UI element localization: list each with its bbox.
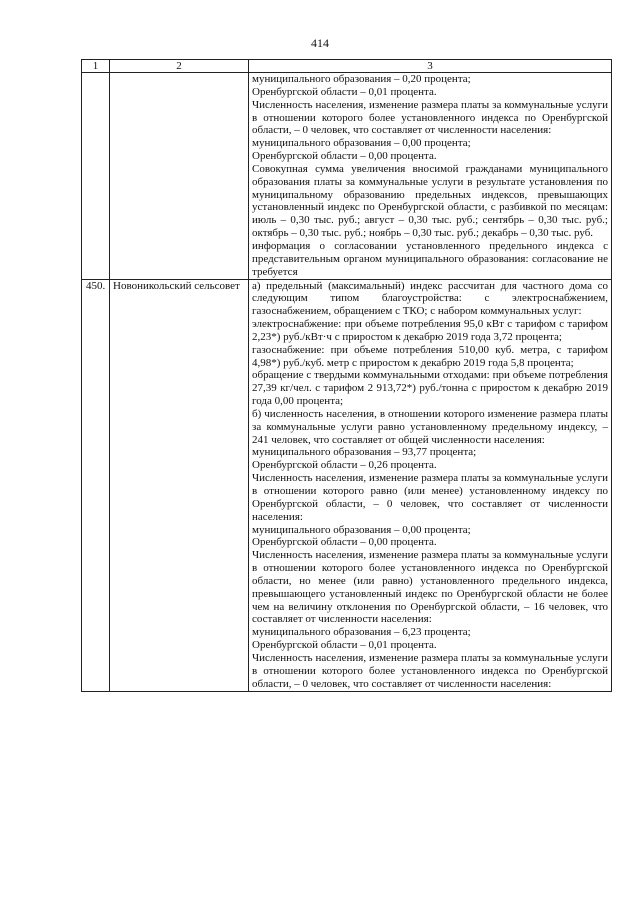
detail-line: электроснабжение: при объеме потребления 95,0 кВт с тарифом с тарифом 2,23*) руб./кВт·ч с приростом к декабрю 2019 года 3,72 процента; bbox=[252, 318, 608, 343]
detail-line: Численность населения, изменение размера платы за коммунальные услуги в отношении которого более установленного индекса по Оренбургской области, – 0 человек, что составляет от численности населения: bbox=[252, 98, 608, 137]
column-header-3: 3 bbox=[249, 60, 612, 73]
cell-details bbox=[249, 73, 612, 280]
page-number: 414 bbox=[311, 36, 329, 50]
detail-line: муниципального образования – 0,20 процента; bbox=[252, 73, 471, 85]
detail-line: а) предельный (максимальный) индекс рассчитан для частного дома со следующим типом благоустройства: с электроснабжением, газоснабжением, обращением с ТКО; с набором коммунальных услуг: bbox=[252, 279, 608, 318]
detail-line: муниципального образования – 0,00 процента; bbox=[252, 523, 471, 536]
municipality-name: Новоникольский сельсовет bbox=[110, 279, 249, 691]
detail-line: Оренбургской области – 0,01 процента. bbox=[252, 85, 437, 98]
cell-name-empty bbox=[110, 73, 249, 280]
table-row-450 bbox=[82, 279, 612, 691]
detail-line: Совокупная сумма увеличения вносимой гражданами муниципального образования платы за коммунальные услуги в результате установления по муниципальному образованию предельных индексов, превышающих установленный индекс по Оренбургской области, с разбивкой по месяцам: июль – 0,30 тыс. руб.; август – 0,30 тыс. руб.; сентябрь – 0,30 тыс. руб.; октябрь – 0,30 тыс. руб.; ноябрь – 0,30 тыс. руб.; декабрь – 0,30 тыс. руб. bbox=[252, 162, 608, 240]
detail-line: Оренбургской области – 0,00 процента. bbox=[252, 150, 437, 163]
table-header-row bbox=[82, 60, 612, 73]
cell-number-empty bbox=[82, 73, 110, 280]
detail-line: Оренбургской области – 0,26 процента. bbox=[252, 459, 437, 472]
column-header-2: 2 bbox=[110, 60, 249, 73]
detail-line: муниципального образования – 6,23 процента; bbox=[252, 626, 471, 639]
detail-line: Численность населения, изменение размера платы за коммунальные услуги в отношении которого более установленного индекса по Оренбургской области, но менее (или равно) установленного предельного индекса, превышающего установленный индекс по Оренбургской области не более чем на величину отклонения по Оренбургской области, – 16 человек, что составляет от численности населения: bbox=[252, 549, 608, 626]
detail-line: муниципального образования – 0,00 процента; bbox=[252, 137, 471, 150]
column-header-1: 1 bbox=[82, 60, 110, 73]
detail-line: обращение с твердыми коммунальными отходами: при объеме потребления 27,39 кг/чел. с тарифом 2 913,72*) руб./тонна с приростом к декабрю 2019 года 0,00 процента; bbox=[252, 369, 608, 408]
detail-line: Оренбургской области – 0,01 процента. bbox=[252, 639, 437, 652]
detail-line: Численность населения, изменение размера платы за коммунальные услуги в отношении которого равно (или менее) установленному индексу по Оренбургской области, – 0 человек, что составляет от численности населения: bbox=[252, 472, 608, 523]
detail-line: муниципального образования – 93,77 процента; bbox=[252, 446, 477, 459]
detail-line: газоснабжение: при объеме потребления 510,00 куб. метра, с тарифом 4,98*) руб./куб. метр с приростом к декабрю 2019 года 5,8 процента; bbox=[252, 343, 608, 369]
municipal-index-table bbox=[81, 59, 612, 692]
cell-details bbox=[249, 279, 612, 691]
table-row-continuation bbox=[82, 73, 612, 280]
detail-line: б) численность населения, в отношении которого изменение размера платы за коммунальные услуги равно установленному предельному индексу, – 241 человек, что составляет от общей численности населения: bbox=[252, 407, 608, 446]
detail-line: информация о согласовании установленного предельного индекса с представительным органом муниципального образования: согласование не требуется bbox=[252, 239, 608, 278]
row-number: 450. bbox=[82, 279, 110, 691]
detail-line: Численность населения, изменение размера платы за коммунальные услуги в отношении которого более установленного индекса по Оренбургской области, – 0 человек, что составляет от численности населения: bbox=[252, 651, 608, 690]
detail-line: Оренбургской области – 0,00 процента. bbox=[252, 536, 437, 549]
